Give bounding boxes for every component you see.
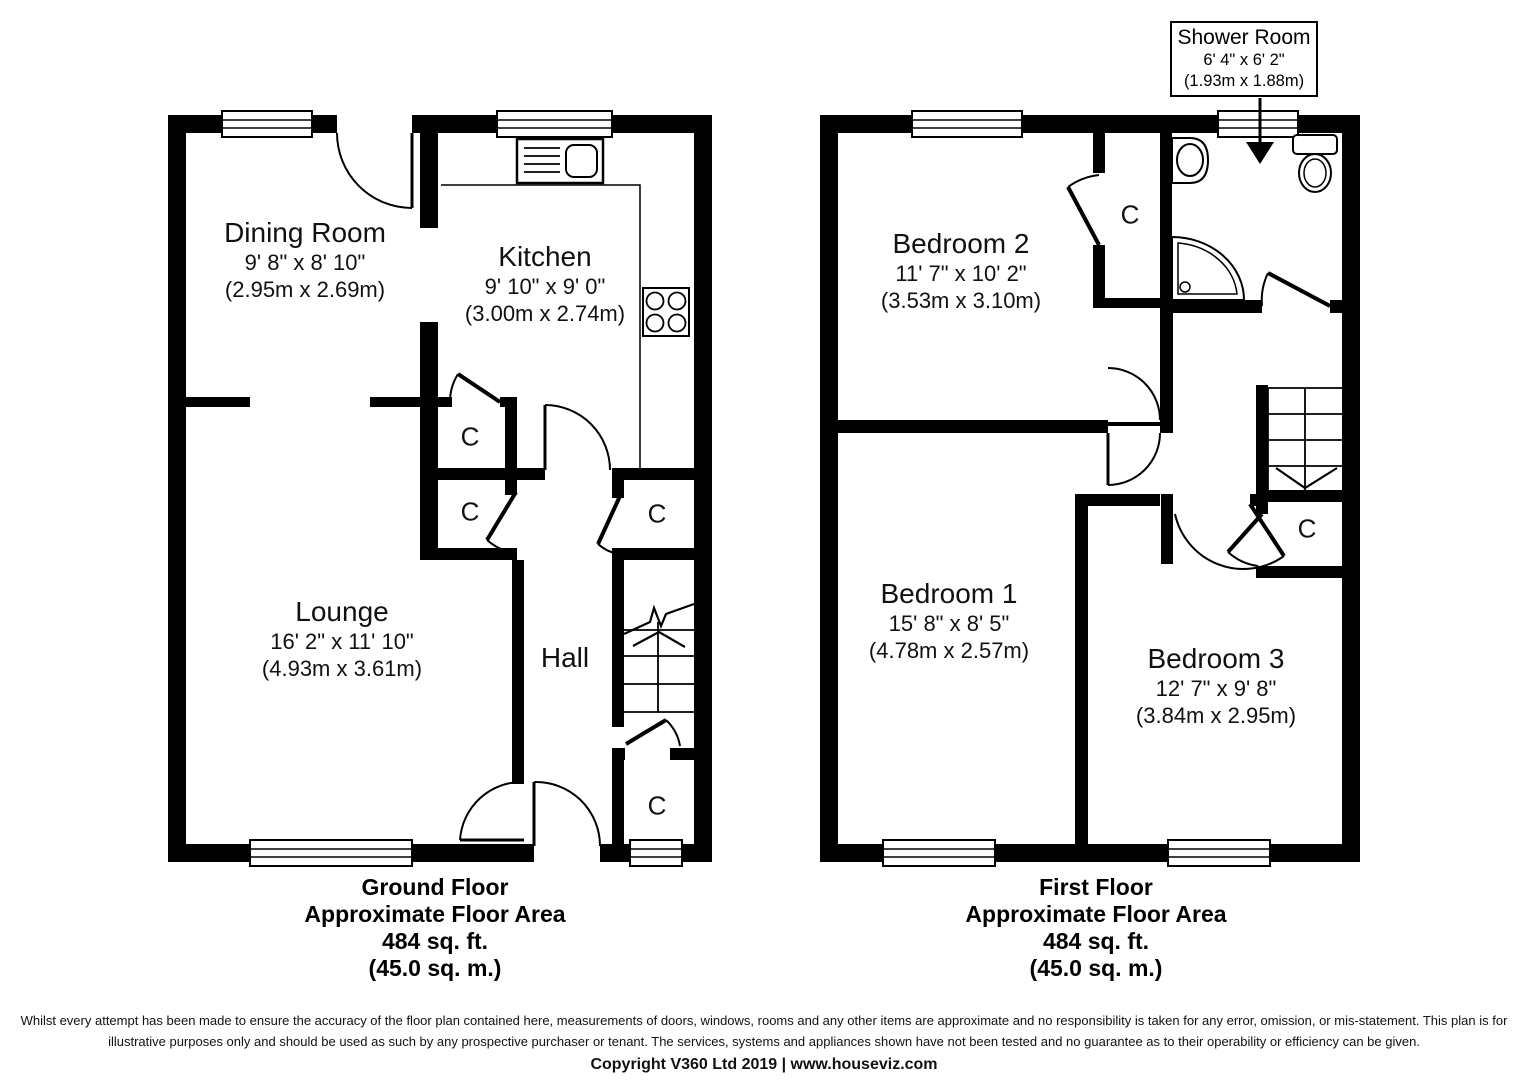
closet-label: C [1120, 199, 1140, 230]
room-name: Kitchen [498, 241, 592, 272]
hall-label: Hall [540, 642, 590, 673]
closet-label: C [647, 790, 667, 821]
lounge-label [262, 595, 422, 682]
room-dims-metric: (4.78m x 2.57m) [868, 638, 1030, 663]
door-swing-icon [1068, 175, 1330, 569]
landing-closet-door-swing [1228, 514, 1262, 566]
room-name: Shower Room [1177, 26, 1311, 49]
area-metric: (45.0 sq. m.) [1029, 955, 1163, 981]
disclaimer [0, 1010, 1528, 1075]
back-door-swing [337, 133, 412, 208]
disclaimer-line2: illustrative purposes only and should be used as such by any prospective purchaser or tenant. The services, systems and appliances shown have not been tested and no guarantee as to their operability or efficiency can be given. [108, 1034, 1420, 1049]
room-dims-imperial: 11' 7" x 10' 2" [895, 261, 1027, 286]
floor-title: Ground Floor [361, 874, 509, 900]
first-floor-plan [820, 98, 1360, 866]
bedroom2-label [881, 227, 1041, 314]
ground-floor-footer [304, 874, 565, 982]
room-dims-metric: (3.53m x 3.10m) [880, 288, 1042, 313]
bottom-closet-door-swing [626, 720, 680, 746]
kitchen-door-swing [545, 405, 610, 470]
stairs-icon [624, 604, 694, 712]
toilet-icon [1293, 135, 1337, 192]
stairs-icon [1268, 388, 1342, 490]
disclaimer-line1: Whilst every attempt has been made to ensure the accuracy of the floor plan contained here, measurements of doors, windows, rooms and any other items are approximate and no responsibility is taken for any error, omission, or mis-statement. This plan is for [20, 1013, 1508, 1028]
closet2-door-swing [487, 492, 516, 551]
area-label: Approximate Floor Area [304, 901, 566, 927]
room-dims-imperial: 9' 8" x 8' 10" [244, 250, 366, 275]
bedroom3-label [1136, 642, 1296, 729]
room-name: Bedroom 1 [880, 578, 1018, 609]
room-dims-metric: (3.84m x 2.95m) [1135, 703, 1297, 728]
area-metric: (45.0 sq. m.) [368, 955, 502, 981]
shower-room-callout [1170, 21, 1318, 97]
bedroom2-door-swing [1108, 368, 1160, 424]
window-icon [880, 111, 1298, 866]
room-dims-metric: (3.00m x 2.74m) [464, 301, 626, 326]
basin-icon [1172, 138, 1208, 183]
closet-label: C [460, 496, 480, 527]
closet-label: C [647, 498, 667, 529]
closet-label: C [1297, 513, 1317, 544]
first-floor-footer [965, 874, 1226, 982]
room-dims-metric: (2.95m x 2.69m) [224, 277, 386, 302]
dining-room-label [224, 216, 386, 303]
area-label: Approximate Floor Area [965, 901, 1227, 927]
front-door-swing [534, 782, 600, 846]
showerroom-door-swing [1262, 273, 1330, 306]
room-dims-imperial: 16' 2" x 11' 10" [270, 629, 414, 654]
room-name: Bedroom 3 [1147, 643, 1285, 674]
area-imperial: 484 sq. ft. [381, 928, 489, 954]
lounge-door-swing [460, 782, 524, 840]
room-dims-imperial: 12' 7" x 9' 8" [1155, 676, 1277, 701]
hob-icon [643, 288, 689, 336]
shower-icon [1172, 237, 1244, 300]
room-dims-imperial: 15' 8" x 8' 5" [888, 611, 1010, 636]
kitchen-sink-icon [517, 139, 603, 183]
closet1-door-swing [450, 374, 500, 402]
room-name: Bedroom 2 [892, 228, 1030, 259]
bedroom1-label [869, 577, 1029, 664]
copyright-line: Copyright V360 Ltd 2019 | www.houseviz.com [590, 1056, 938, 1073]
room-name: Dining Room [224, 217, 386, 248]
closet-label: C [460, 421, 480, 452]
room-dims-metric: (4.93m x 3.61m) [261, 656, 423, 681]
bedroom2-closet-door-swing [1068, 175, 1099, 245]
east-closet-door-swing [598, 496, 620, 554]
kitchen-label [465, 240, 625, 327]
bedroom1-door-swing [1108, 433, 1160, 485]
room-dims-metric: (1.93m x 1.88m) [1183, 72, 1305, 90]
room-dims-imperial: 9' 10" x 9' 0" [484, 274, 606, 299]
room-dims-imperial: 6' 4" x 6' 2" [1203, 51, 1285, 69]
floor-title: First Floor [1039, 874, 1153, 900]
area-imperial: 484 sq. ft. [1042, 928, 1150, 954]
room-name: Lounge [295, 596, 389, 627]
